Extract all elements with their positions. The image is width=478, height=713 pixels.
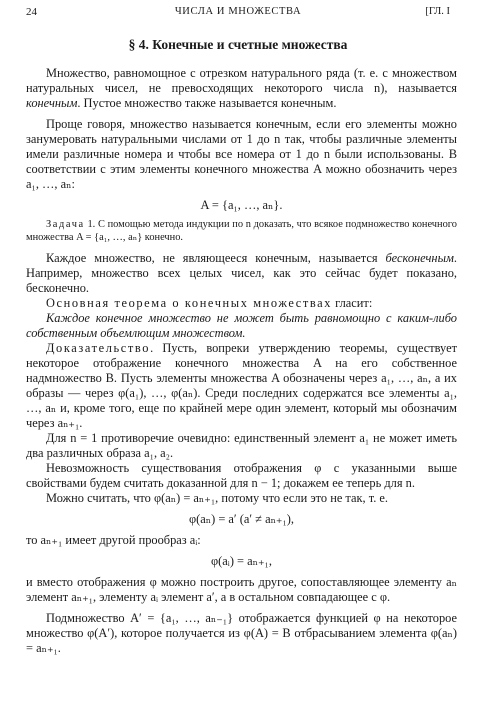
task-1 [26,219,457,244]
paragraph-preimage: то aₙ₊₁ имеет другой прообраз aᵢ: [26,533,201,547]
paragraph-base-case: Для n = 1 противоречие очевидно: единственный элемент a₁ не может иметь два различных образа a₁, a₂. [26,431,457,460]
paragraph-alternate-map: и вместо отображения φ можно построить другое, сопоставляющее элементу aₙ элемент aₙ₊₁, элементу aᵢ элемент a′, а в остальном совпадающее с φ. [26,575,457,604]
formula-phi-an: φ(aₙ) = a′ (a′ ≠ aₙ₊₁), [188,512,295,526]
section-title: § 4. Конечные и счетные множества [128,37,348,52]
running-header [26,6,450,22]
running-title: ЧИСЛА И МНОЖЕСТВА [174,6,302,17]
section-body [26,66,457,656]
theorem-statement [26,311,457,341]
term-infinite: бесконечным [385,251,454,265]
text-run: Каждое множество, не являющееся конечным, называется [46,251,386,265]
paragraph-induction: Невозможность существования отображения φ с указанными выше свойствами будем считать доказанной для n − 1; докажем ее теперь для n. [26,461,457,490]
proof-label: Доказательство [46,341,151,355]
formula-set-a: A = {a₁, …, aₙ}. [200,198,283,212]
text-run: . Например, множество всех целых чисел, как это сейчас будет показано, бесконечно. [26,251,457,295]
term-finite: конечным [26,96,78,110]
theorem-text: Каждое конечное множество не может быть равномощно с каким-либо собственным объемлющим множеством. [26,311,457,340]
theorem-statement-intro [26,296,457,311]
page-number: 24 [26,6,37,18]
text-run: гласит: [332,296,373,310]
paragraph-assumption: Можно считать, что φ(aₙ) = aₙ₊₁, потому что если это не так, т. е. [46,491,388,505]
task-label: Задача [46,219,85,230]
paragraph-explanation: Проще говоря, множество называется конечным, если его элементы можно занумеровать натуральными числами от 1 до n так, чтобы различные элементы имели различные номера и чтобы все номера от 1 до n были использованы. В соответствии с этим элементы конечного множества A можно обозначить через a₁, …, aₙ: [26,117,457,191]
text-run: Множество, равномощное с отрезком натурального ряда (т. е. с множеством натуральных чисел, не превосходящих некоторого числа n), называется [26,66,457,95]
paragraph-definition-finite [26,66,457,111]
chapter-label: [ГЛ. I [425,6,450,17]
proof-text: . Пусть, вопреки утверждению теоремы, существует некоторое отображение конечного множества A на его собственное надмножество B. Пусть элементы множества A обозначены через a₁, …, aₙ, а их образы — через φ(a₁), …, φ(aₙ). Среди последних содержатся все элементы a₁, …, aₙ и, кроме того, еще по крайней мере один элемент, который мы обозначим через aₙ₊₁. [26,341,457,430]
formula-phi-ai: φ(aᵢ) = aₙ₊₁, [211,554,272,568]
proof-paragraph [26,341,457,431]
text-run: . Пустое множество также называется конечным. [77,96,337,110]
theorem-label: Основная теорема о конечных множествах [46,296,333,310]
paragraph-subset: Подмножество A′ = {a₁, …, aₙ₋₁} отображается функцией φ на некоторое множество φ(A′), которое получается из φ(A) = B отбрасыванием элемента φ(aₙ) = aₙ₊₁. [26,611,457,655]
task-text: 1. С помощью метода индукции по n доказать, что всякое подмножество конечного множества A = {a₁, …, aₙ} конечно. [26,219,457,243]
paragraph-definition-infinite [26,251,457,296]
